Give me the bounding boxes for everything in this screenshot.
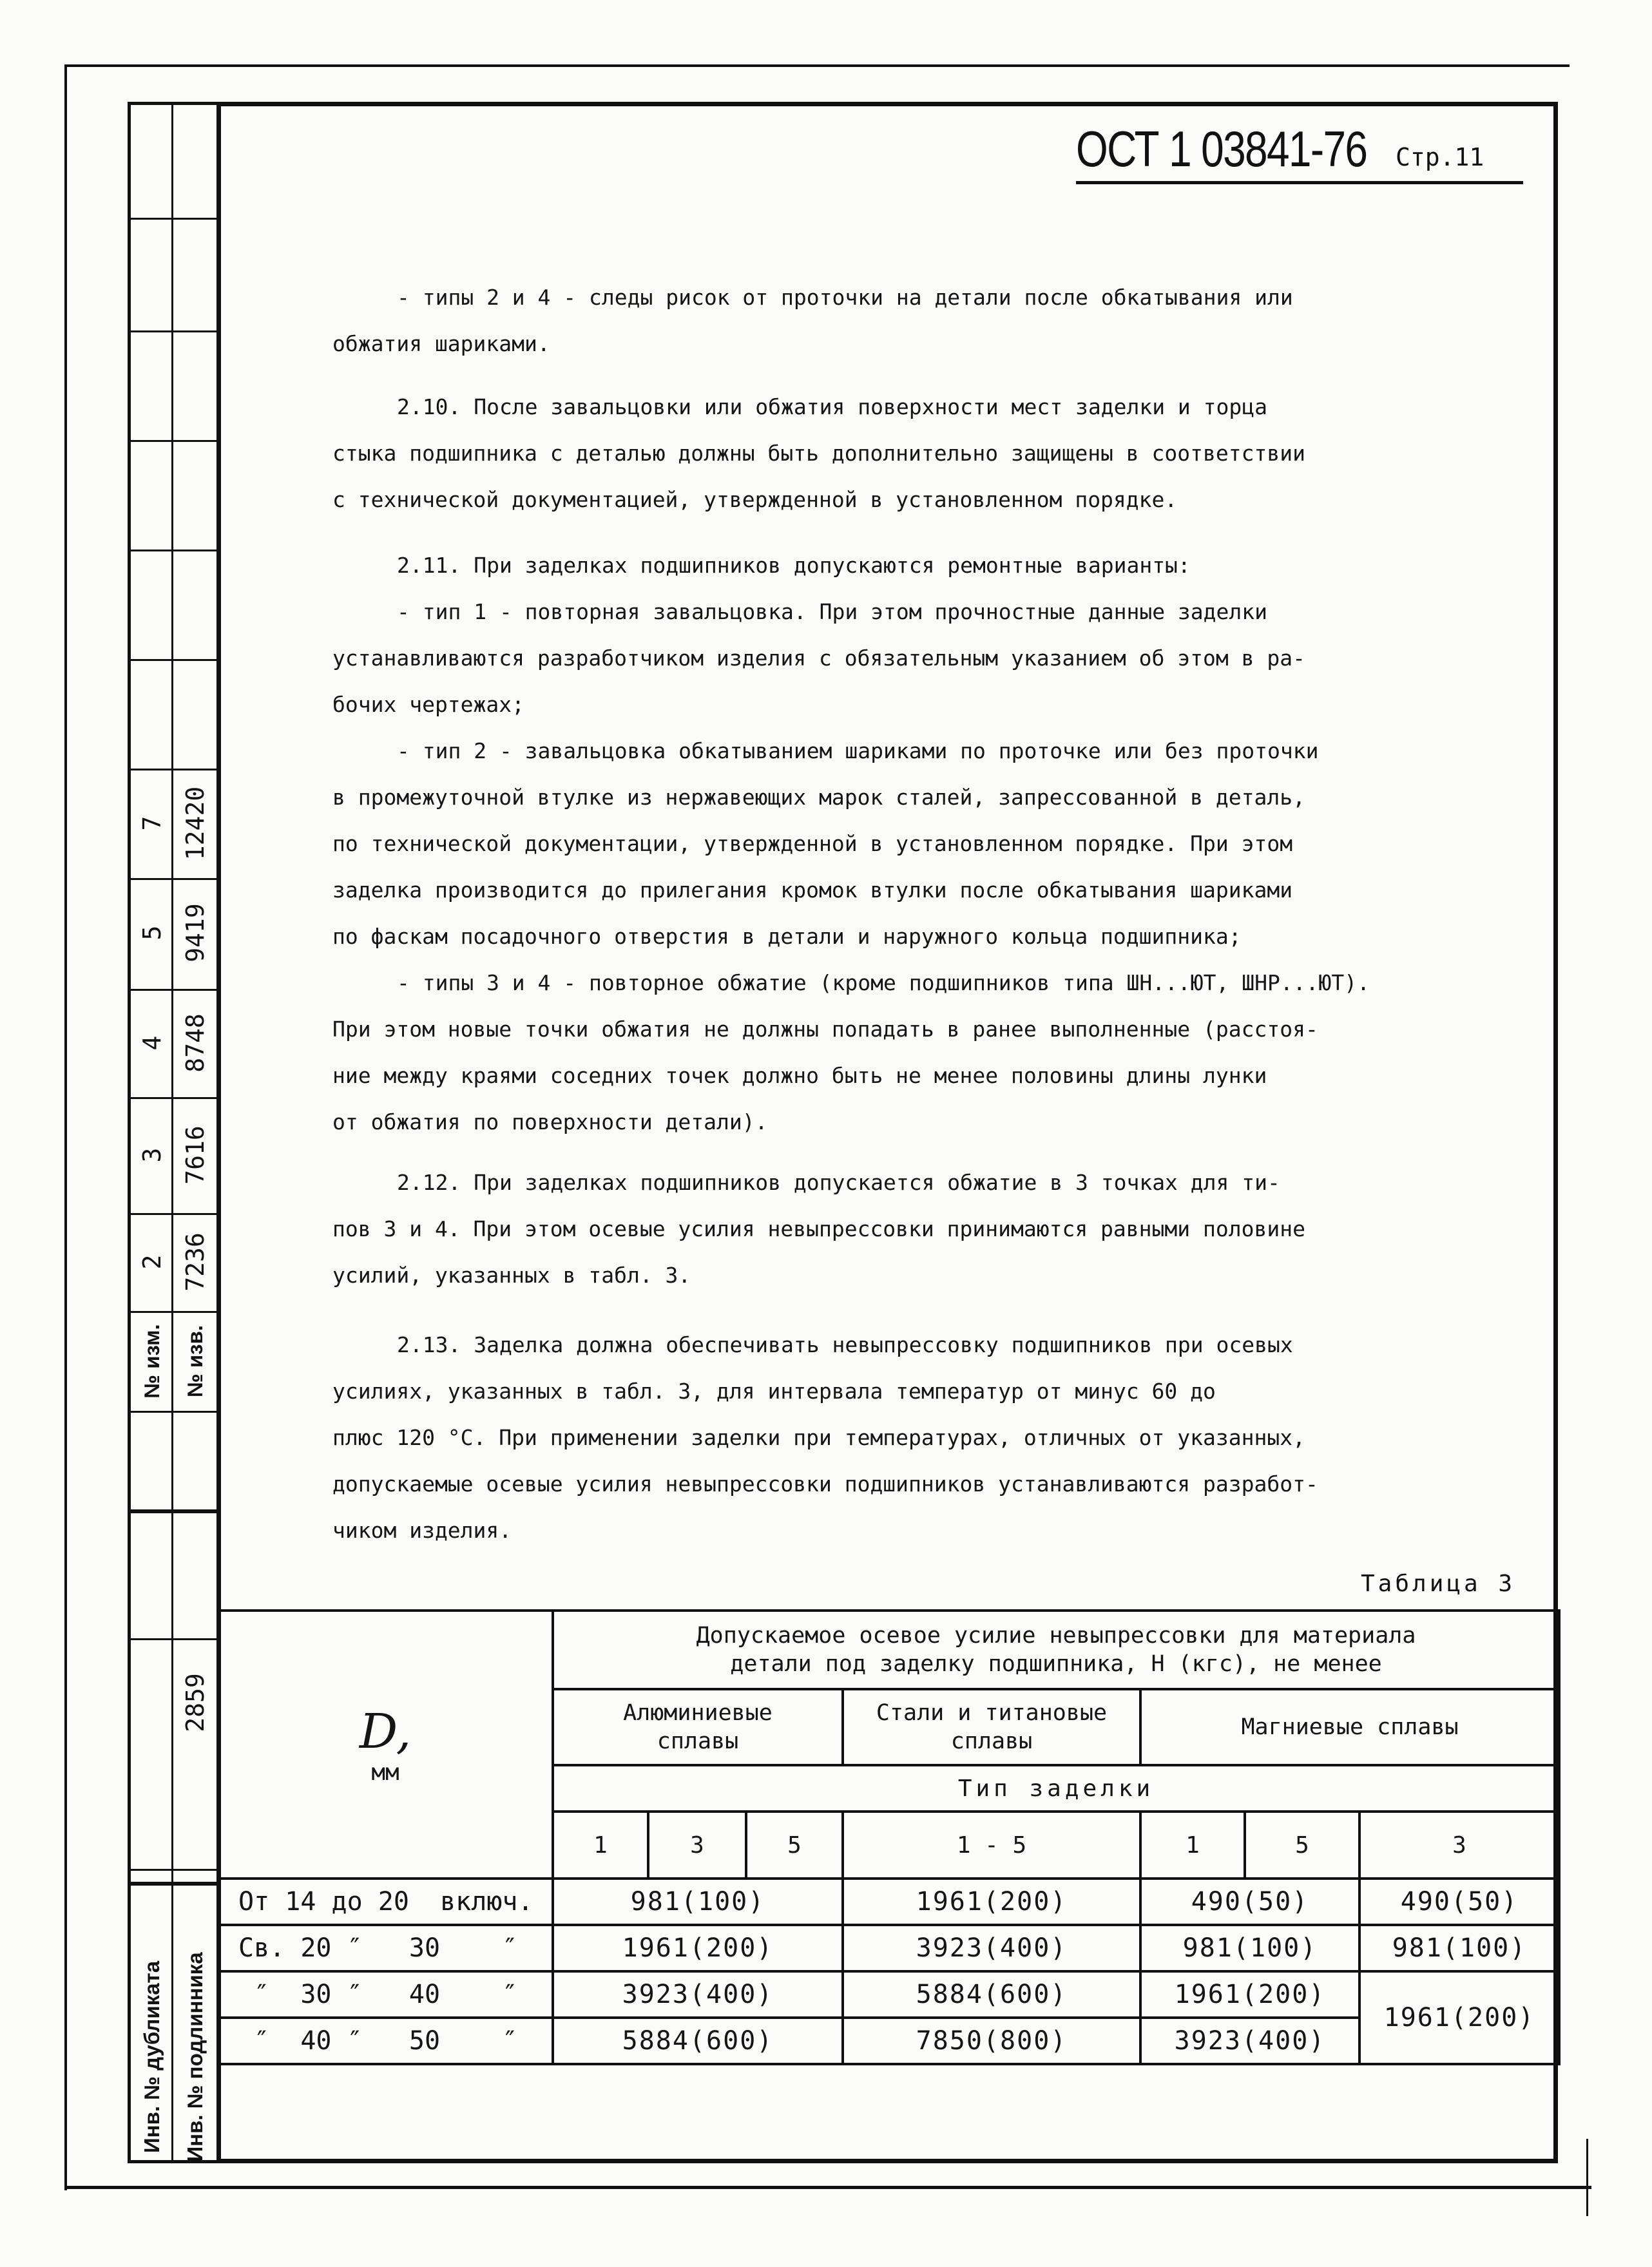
table-row — [218, 1971, 1559, 2018]
type-mg-1: 1 — [1140, 1812, 1245, 1879]
aluminum-value: 1961(200) — [553, 1925, 843, 1971]
aluminum-value: 981(100) — [553, 1879, 843, 1925]
steel-line1: Стали и титановые — [876, 1700, 1108, 1726]
text-line: - типы 2 и 4 - следы рисок от проточки на детали после обкатывания или — [397, 285, 1293, 310]
steel-header — [843, 1689, 1140, 1765]
type-mg-3: 3 — [1359, 1812, 1559, 1879]
row-label: ″ 30 ″ 40 ″ — [218, 1971, 553, 2018]
strip-rule — [131, 330, 218, 332]
text-line: - тип 2 - завальцовка обкатыванием шариками по проточке или без проточки — [397, 738, 1319, 763]
text-line: с технической документацией, утвержденной в установленном порядке. — [332, 487, 1178, 512]
magnesium-header: Магниевые сплавы — [1140, 1689, 1559, 1765]
change-number-7: 7 — [138, 816, 166, 831]
notice-number-12420: 12420 — [181, 786, 209, 861]
change-number-3: 3 — [138, 1147, 166, 1163]
duplicate-inv-label: Инв. № дубликата — [140, 1960, 164, 2154]
type-steel: 1 - 5 — [843, 1812, 1140, 1879]
strip-rule — [131, 550, 218, 551]
strip-rule — [131, 440, 218, 442]
steel-line2: сплавы — [950, 1728, 1033, 1754]
table-caption: Таблица 3 — [1361, 1571, 1516, 1597]
magnesium-3-value: 981(100) — [1359, 1925, 1559, 1971]
diameter-symbol: D, — [359, 1703, 412, 1759]
text-line: по технической документации, утвержденной в установленном порядке. При этом — [332, 831, 1293, 856]
text-line: 2.10. После завальцовки или обжатия поверхности мест заделки и торца — [397, 394, 1268, 419]
paragraph-2-13 — [332, 1322, 1318, 1554]
force-group-line2: детали под заделку подшипника, Н (кгс), не менее — [730, 1651, 1382, 1677]
page-label-text: Стр. — [1396, 143, 1455, 171]
strip-rule — [131, 1311, 218, 1313]
text-line: - типы 3 и 4 - повторное обжатие (кроме подшипников типа ШН...ЮТ, ШНР...ЮТ). — [397, 970, 1370, 995]
text-line: допускаемые осевые усилия невыпрессовки подшипников устанавливаются разработ- — [332, 1471, 1318, 1497]
original-inv-label: Инв. № подлинника — [183, 1952, 207, 2162]
magnesium-3-value: 1961(200) — [1359, 1971, 1559, 2064]
row-label: ″ 40 ″ 50 ″ — [218, 2018, 553, 2064]
change-number-5: 5 — [138, 925, 166, 941]
text-line: в промежуточной втулке из нержавеющих марок сталей, запрессованной в деталь, — [332, 785, 1305, 810]
paragraph-types-2-4 — [332, 274, 1293, 367]
steel-value: 1961(200) — [843, 1879, 1140, 1925]
change-number-4: 4 — [138, 1035, 166, 1051]
text-line: стыка подшипника с деталью должны быть дополнительно защищены в соответствии — [332, 441, 1305, 466]
text-line: плюс 120 °С. При применении заделки при температурах, отличных от указанных, — [332, 1425, 1305, 1450]
text-line: устанавливаются разработчиком изделия с обязательным указанием об этом в ра- — [332, 646, 1305, 671]
notice-no-label: № изв. — [183, 1325, 207, 1398]
strip-rule — [131, 1213, 218, 1215]
steel-value: 5884(600) — [843, 1971, 1140, 2018]
paragraph-2-10 — [332, 384, 1305, 523]
aluminum-value: 3923(400) — [553, 1971, 843, 2018]
steel-value: 7850(800) — [843, 2018, 1140, 2064]
notice-number-8748: 8748 — [181, 1013, 209, 1073]
table-row — [218, 2018, 1559, 2064]
magnesium-1-5-value: 3923(400) — [1140, 2018, 1359, 2064]
text-line: При этом новые точки обжатия не должны попадать в ранее выполненные (расстоя- — [332, 1017, 1318, 1042]
aluminum-line1: Алюминиевые — [623, 1700, 773, 1726]
notice-number-9419: 9419 — [181, 903, 209, 962]
paragraph-2-12 — [332, 1160, 1305, 1299]
force-group-header — [553, 1611, 1559, 1689]
strip-rule — [131, 1411, 218, 1413]
strip-rule — [131, 769, 218, 770]
text-line: обжатия шариками. — [332, 331, 550, 356]
text-line: ние между краями соседних точек должно быть не менее половины длины лунки — [332, 1063, 1267, 1088]
table-row — [218, 1925, 1559, 1971]
table-row — [218, 1879, 1559, 1925]
row-label: Св. 20 ″ 30 ″ — [218, 1925, 553, 1971]
type-mg-5: 5 — [1245, 1812, 1359, 1879]
header-rule — [1076, 181, 1523, 184]
strip-rule — [131, 1638, 218, 1640]
text-line: пов 3 и 4. При этом осевые усилия невыпрессовки принимаются равными половине — [332, 1216, 1305, 1241]
row-label: От 14 до 20 включ. — [218, 1879, 553, 1925]
type-header: Тип заделки — [553, 1765, 1559, 1812]
type-al-3: 3 — [648, 1812, 746, 1879]
strip-rule — [131, 1869, 218, 1871]
magnesium-3-value: 490(50) — [1359, 1879, 1559, 1925]
text-line: 2.12. При заделках подшипников допускается обжатие в 3 точках для ти- — [397, 1170, 1280, 1195]
strip-rule — [131, 659, 218, 661]
notice-number-7236: 7236 — [181, 1232, 209, 1292]
magnesium-1-5-value: 981(100) — [1140, 1925, 1359, 1971]
strip-rule — [131, 989, 218, 991]
text-line: - тип 1 - повторная завальцовка. При этом прочностные данные заделки — [397, 599, 1268, 624]
text-line: от обжатия по поверхности детали). — [332, 1109, 768, 1134]
aluminum-line2: сплавы — [657, 1728, 739, 1754]
paragraph-2-11 — [332, 542, 1370, 1145]
force-group-line1: Допускаемое осевое усилие невыпрессовки для материала — [696, 1623, 1416, 1649]
text-line: чиком изделия. — [332, 1518, 512, 1543]
aluminum-header — [553, 1689, 843, 1765]
magnesium-1-5-value: 1961(200) — [1140, 1971, 1359, 2018]
type-al-1: 1 — [553, 1812, 648, 1879]
text-line: 2.11. При заделках подшипников допускаются ремонтные варианты: — [397, 553, 1191, 578]
text-line: усилий, указанных в табл. 3. — [332, 1263, 691, 1288]
original-inv-value: 2859 — [181, 1673, 209, 1732]
strip-divider — [171, 105, 173, 2160]
text-line: усилиях, указанных в табл. 3, для интервала температур от минус 60 до — [332, 1379, 1216, 1404]
strip-rule — [131, 1882, 218, 1886]
right-edge-tick — [1586, 2139, 1588, 2216]
strip-rule — [131, 218, 218, 220]
aluminum-value: 5884(600) — [553, 2018, 843, 2064]
standard-code: ОСТ 1 03841-76 — [1076, 120, 1367, 177]
margin-strip — [128, 102, 221, 2163]
text-line: по фаскам посадочного отверстия в детали и наружного кольца подшипника; — [332, 924, 1242, 949]
steel-value: 3923(400) — [843, 1925, 1140, 1971]
change-number-2: 2 — [138, 1254, 166, 1270]
strip-rule — [131, 878, 218, 880]
bottom-border-line — [64, 2186, 1591, 2189]
text-line: 2.13. Заделка должна обеспечивать невыпрессовку подшипников при осевых — [397, 1332, 1293, 1357]
page-number: 11 — [1454, 143, 1484, 171]
diameter-header-cell — [218, 1611, 553, 1879]
diameter-unit: мм — [371, 1759, 399, 1786]
text-line: заделка производится до прилегания кромок втулки после обкатывания шариками — [332, 877, 1293, 903]
page-label — [1396, 143, 1484, 171]
notice-number-7616: 7616 — [181, 1125, 209, 1185]
type-al-5: 5 — [746, 1812, 843, 1879]
force-table — [216, 1609, 1561, 2065]
change-no-label: № изм. — [140, 1324, 164, 1399]
text-line: бочих чертежах; — [332, 692, 525, 717]
strip-rule — [131, 1509, 218, 1513]
magnesium-1-5-value: 490(50) — [1140, 1879, 1359, 1925]
strip-rule — [131, 1097, 218, 1099]
